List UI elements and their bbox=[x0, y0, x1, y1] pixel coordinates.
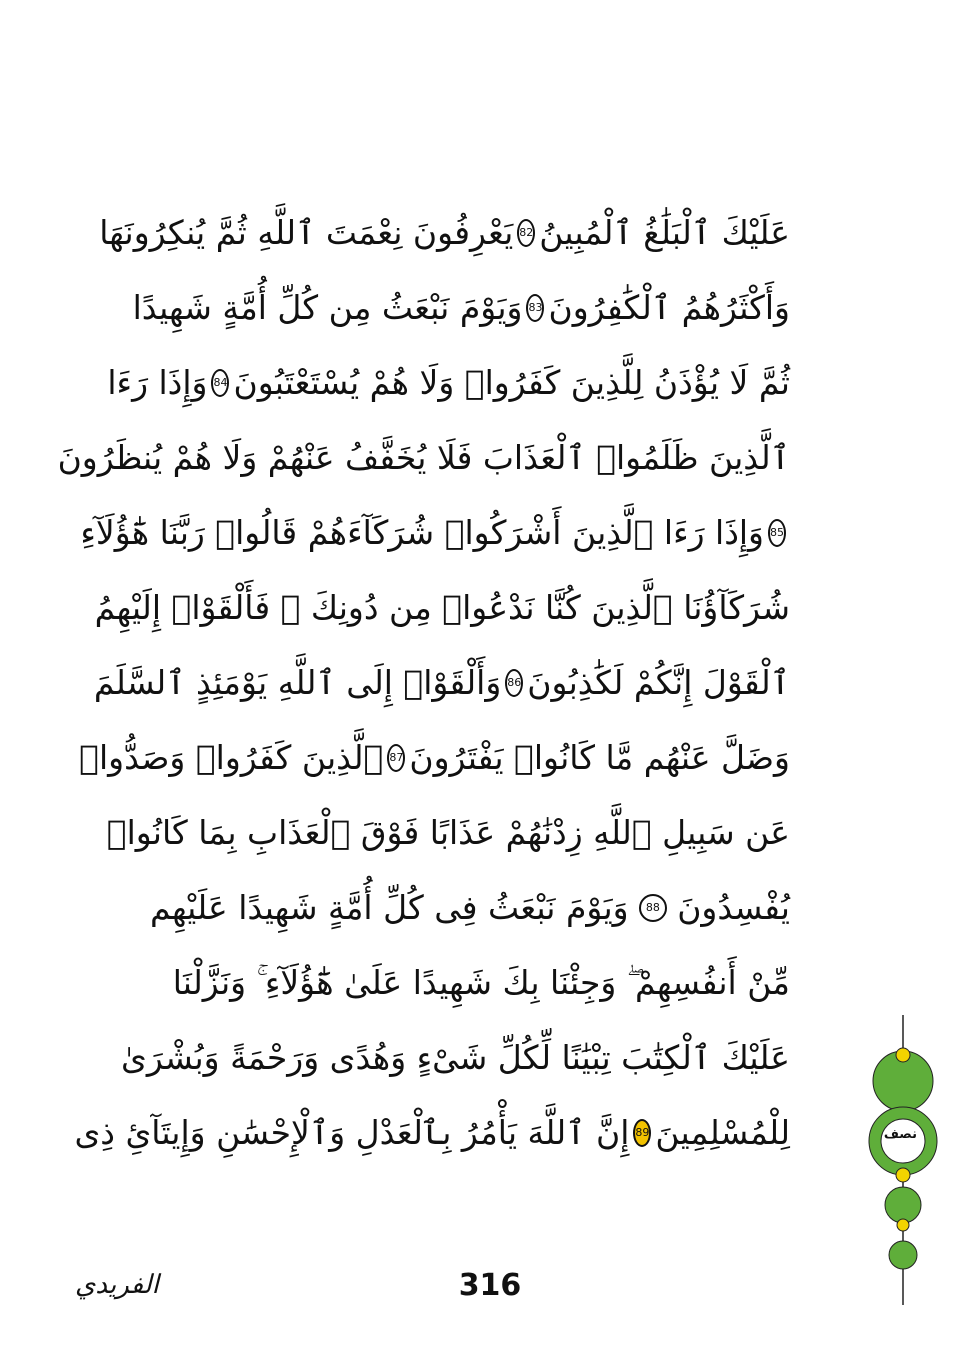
line-text: ٱلَّذِينَ كَفَرُوا۟ وَصَدُّوا۟ bbox=[79, 738, 384, 777]
line-text: وَأَلْقَوْا۟ إِلَى ٱللَّهِ يَوْمَئِذٍ ٱلسَّلَمَ bbox=[93, 663, 502, 702]
line-text: ٱلَّذِينَ ظَلَمُوا۟ ٱلْعَذَابَ فَلَا يُخَفَّفُ عَنْهُمْ وَلَا هُمْ يُنظَرُونَ bbox=[57, 438, 790, 477]
text-line bbox=[107, 345, 790, 420]
text-line bbox=[150, 945, 790, 1020]
text-line bbox=[121, 1020, 790, 1095]
text-line bbox=[99, 195, 790, 270]
verse-marker: 83 bbox=[526, 294, 544, 322]
text-line bbox=[93, 645, 790, 720]
text-line bbox=[80, 495, 790, 570]
line-text: وَإِذَا رَءَا ٱلَّذِينَ أَشْرَكُوا۟ شُرَكَآءَهُمْ قَالُوا۟ رَبَّنَا هَٰٓؤُلَآءِ bbox=[80, 513, 764, 552]
line-text: يَعْرِفُونَ نِعْمَتَ ٱللَّهِ ثُمَّ يُنكِرُونَهَا bbox=[99, 213, 514, 252]
text-line bbox=[94, 570, 790, 645]
line-text: وَأَكْثَرُهُمُ ٱلْكَٰفِرُونَ bbox=[548, 288, 790, 327]
text-line bbox=[74, 1095, 790, 1170]
line-text: ثُمَّ لَا يُؤْذَنُ لِلَّذِينَ كَفَرُوا۟ وَلَا هُمْ يُسْتَعْتَبُونَ bbox=[233, 363, 790, 402]
text-line bbox=[79, 720, 790, 795]
line-text: مِّنْ أَنفُسِهِمْ ۖ وَجِئْنَا بِكَ شَهِيدًا عَلَىٰ هَٰٓؤُلَآءِ ۚ وَنَزَّلْنَا bbox=[172, 963, 790, 1002]
line-text: وَإِذَا رَءَا bbox=[107, 363, 208, 402]
text-line bbox=[106, 795, 790, 870]
line-text: وَيَوْمَ نَبْعَثُ فِى كُلِّ أُمَّةٍ شَهِيدًا عَلَيْهِم bbox=[150, 888, 629, 927]
page-number: 316 bbox=[458, 1268, 522, 1303]
text-line bbox=[57, 420, 790, 495]
verse-marker: 86 bbox=[505, 669, 523, 697]
verse-marker: 85 bbox=[768, 519, 786, 547]
quran-page-text bbox=[57, 195, 790, 1170]
line-text: وَيَوْمَ نَبْعَثُ مِن كُلِّ أُمَّةٍ شَهِيدًا bbox=[132, 288, 523, 327]
verse-marker: 87 bbox=[387, 744, 405, 772]
line-text: عَلَيْكَ ٱلْبَلَٰغُ ٱلْمُبِينُ bbox=[539, 213, 790, 252]
line-text: وَضَلَّ عَنْهُم مَّا كَانُوا۟ يَفْتَرُونَ bbox=[409, 738, 790, 777]
ornament-label: نصف bbox=[883, 1127, 917, 1142]
verse-marker: 88 bbox=[639, 894, 667, 922]
line-text: ٱلْقَوْلَ إِنَّكُمْ لَكَٰذِبُونَ bbox=[527, 663, 790, 702]
line-text: إِنَّ ٱللَّهَ يَأْمُرُ بِٱلْعَدْلِ وَٱلْإِحْسَٰنِ وَإِيتَآئِ ذِى bbox=[74, 1113, 630, 1152]
calligrapher-signature: الفريدي bbox=[75, 1270, 159, 1300]
line-text: شُرَكَآؤُنَا ٱلَّذِينَ كُنَّا نَدْعُوا۟ مِن دُونِكَ ۖ فَأَلْقَوْا۟ إِلَيْهِمُ bbox=[94, 588, 790, 627]
verse-marker: 84 bbox=[211, 369, 229, 397]
text-line bbox=[132, 270, 790, 345]
line-text: عَن سَبِيلِ ٱللَّهِ زِدْنَٰهُمْ عَذَابًا فَوْقَ ٱلْعَذَابِ بِمَا كَانُوا۟ bbox=[106, 813, 790, 852]
line-text: يُفْسِدُونَ bbox=[677, 888, 790, 927]
hizb-ornament-icon bbox=[866, 1015, 940, 1305]
verse-marker: 82 bbox=[517, 219, 535, 247]
text-line bbox=[150, 870, 790, 945]
line-text: عَلَيْكَ ٱلْكِتَٰبَ تِبْيَٰنًا لِّكُلِّ شَىْءٍ وَهُدًى وَرَحْمَةً وَبُشْرَىٰ bbox=[121, 1038, 790, 1077]
line-text: لِلْمُسْلِمِينَ bbox=[655, 1113, 790, 1152]
verse-marker-highlighted: 89 bbox=[633, 1119, 651, 1147]
